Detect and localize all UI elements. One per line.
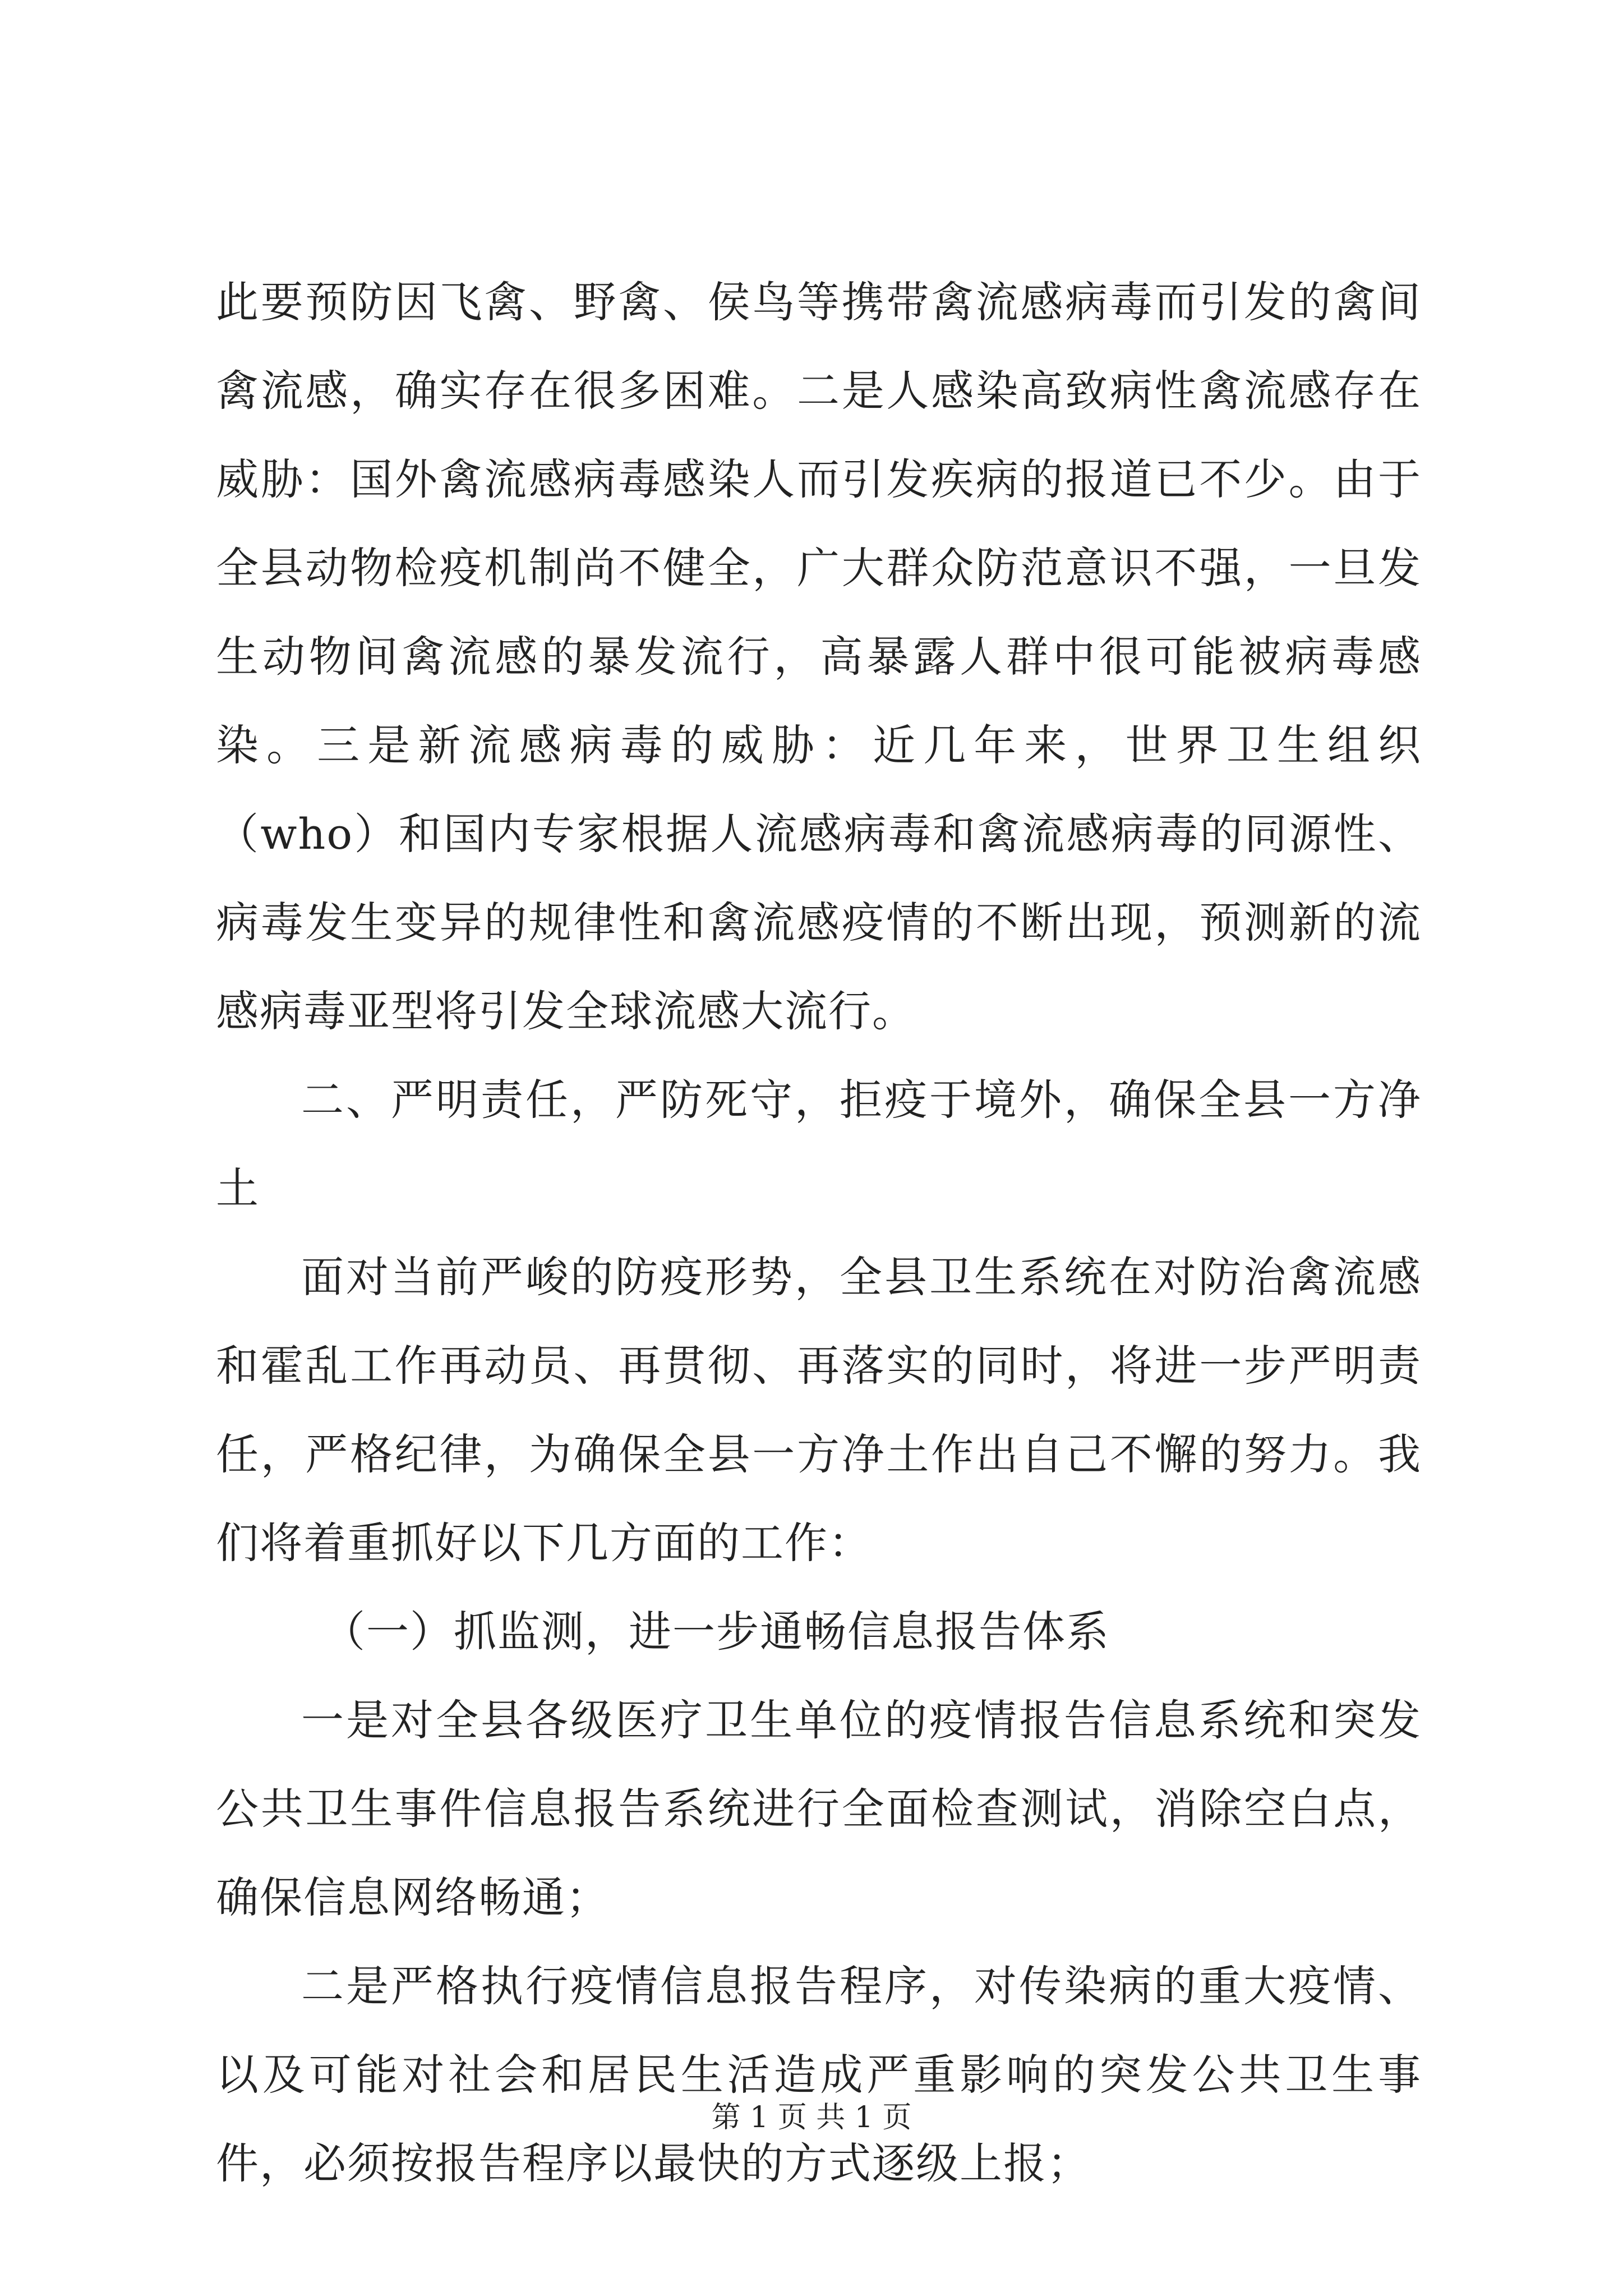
page-footer <box>0 2098 1623 2137</box>
section-heading-2: 二、严明责任，严防死守，拒疫于境外，确保全县一方净土 <box>216 1075 1422 1213</box>
paragraph-1: 此要预防因飞禽、野禽、侯鸟等携带禽流感病毒而引发的禽间禽流感，确实存在很多困难。二是人感染高致病性禽流感存在威胁：国外禽流感病毒感染人而引发疾病的报道已不少。由于全县动物检疫机制尚不健全，广大群众防范意识不强，一旦发生动物间禽流感的暴发流行，高暴露人群中很可能被病毒感染。三是新流感病毒的威胁：近几年来，世界卫生组织（who）和国内专家根据人流感病毒和禽流感病毒的同源性、病毒发生变异的规律性和禽流感疫情的不断出现，预测新的流感病毒亚型将引发全球流感大流行。 <box>216 277 1422 1036</box>
document-body <box>216 258 1422 2208</box>
subsection-heading-1: （一）抓监测，进一步通畅信息报告体系 <box>322 1607 1110 1657</box>
paragraph-3: 面对当前严峻的防疫形势，全县卫生系统在对防治禽流感和霍乱工作再动员、再贯彻、再落实的同时，将进一步严明责任，严格纪律，为确保全县一方净土作出自己不懈的努力。我们将着重抓好以下几方面的工作： <box>216 1252 1422 1568</box>
paragraph-5: 一是对全县各级医疗卫生单位的疫情报告信息系统和突发公共卫生事件信息报告系统进行全面检查测试，消除空白点，确保信息网络畅通； <box>216 1695 1422 1922</box>
page-number-label: 第 1 页 共 1 页 <box>711 2101 912 2134</box>
paragraph-6: 二是严格执行疫情信息报告程序，对传染病的重大疫情、以及可能对社会和居民生活造成严重影响的突发公共卫生事件，必须按报告程序以最快的方式逐级上报； <box>216 1961 1422 2188</box>
